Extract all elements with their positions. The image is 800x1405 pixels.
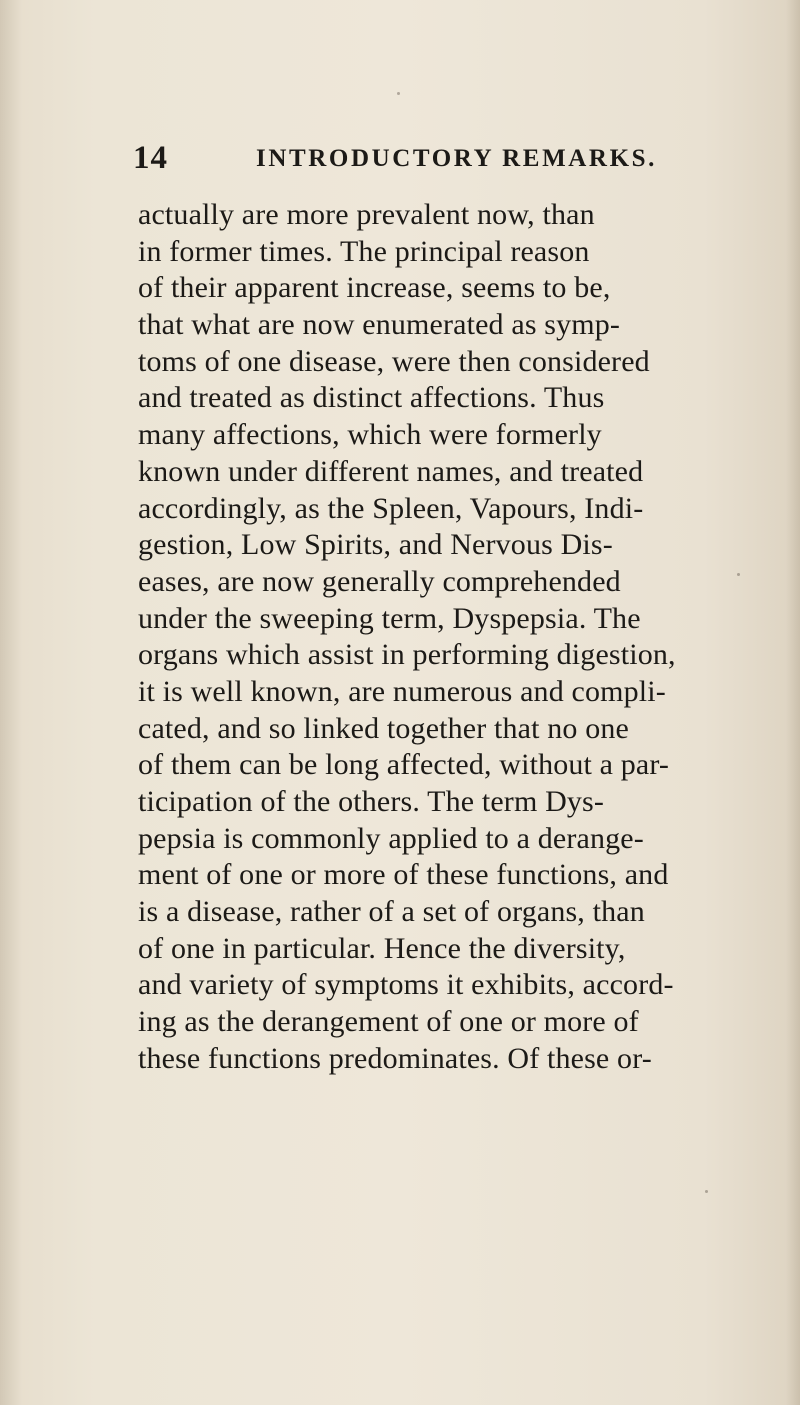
text-line: ticipation of the others. The term Dys- <box>138 785 605 818</box>
text-line: actually are more prevalent now, than <box>138 198 595 231</box>
text-line: of them can be long affected, without a par- <box>138 748 670 782</box>
text-line: and variety of symptoms it exhibits, accord- <box>138 968 674 1002</box>
paper-speck <box>737 573 740 576</box>
text-line: and treated as distinct affections. Thus <box>138 381 605 415</box>
text-line: of their apparent increase, seems to be, <box>138 271 611 305</box>
text-line: toms of one disease, were then considered <box>138 344 650 378</box>
body-text <box>138 197 758 1078</box>
text-line: pepsia is commonly applied to a derange- <box>138 821 644 855</box>
text-line: accordingly, as the Spleen, Vapours, Indi- <box>138 491 644 525</box>
text-line: ment of one or more of these functions, and <box>138 858 669 892</box>
gutter-shadow <box>0 0 22 1405</box>
text-line: gestion, Low Spirits, and Nervous Dis- <box>138 528 613 562</box>
text-line: these functions predominates. Of these or- <box>138 1041 652 1075</box>
running-header <box>133 138 693 178</box>
page-edge-shadow <box>786 0 800 1405</box>
text-line: that what are now enumerated as symp- <box>138 308 621 342</box>
text-line: it is well known, are numerous and compli- <box>138 674 666 708</box>
text-line: ing as the derangement of one or more of <box>138 1005 639 1039</box>
text-line: eases, are now generally comprehended <box>138 564 621 598</box>
paper-speck <box>705 1190 708 1193</box>
text-line: under the sweeping term, Dyspepsia. The <box>138 601 641 635</box>
text-line: of one in particular. Hence the diversity, <box>138 931 626 965</box>
text-line: cated, and so linked together that no one <box>138 711 629 745</box>
paper-speck <box>397 92 400 95</box>
text-line: organs which assist in performing digestion, <box>138 638 676 672</box>
text-line: known under different names, and treated <box>138 454 644 488</box>
page-number: 14 <box>133 140 168 176</box>
text-line: is a disease, rather of a set of organs, than <box>138 895 645 929</box>
text-line: many affections, which were formerly <box>138 418 602 452</box>
running-header-title: INTRODUCTORY REMARKS. <box>256 145 657 172</box>
text-line: in former times. The principal reason <box>138 234 590 268</box>
